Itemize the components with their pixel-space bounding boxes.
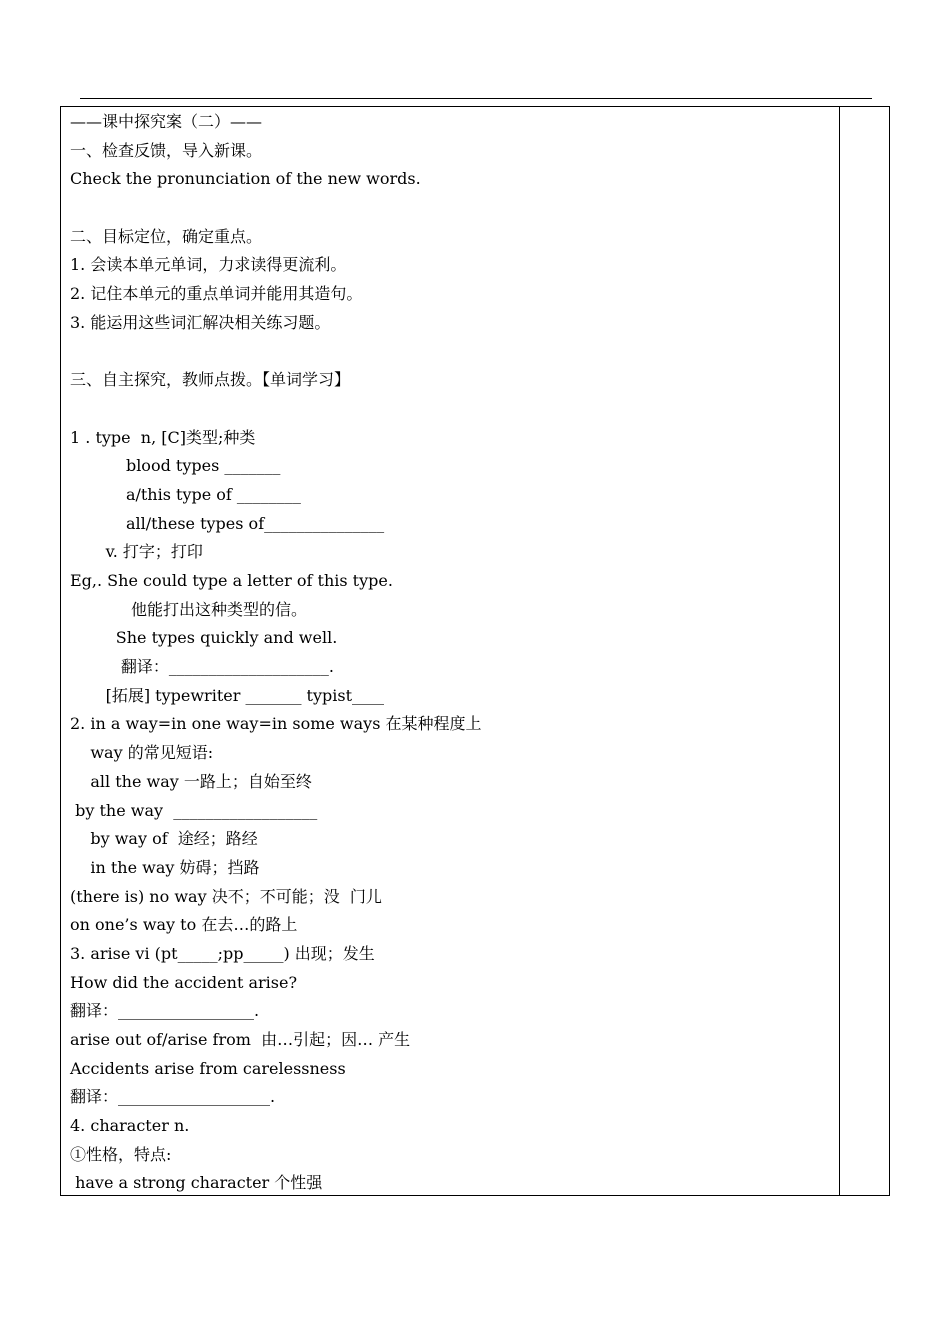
text-line: v. 打字；打印 <box>70 542 203 562</box>
step-heading: 一、检查反馈，导入新课。 <box>70 140 263 160</box>
objective-item: 2. 记住本单元的重点单词并能用其造句。 <box>70 284 363 304</box>
vocab-entry: 2. in a way=in one way=in some ways 在某种程度上 <box>70 714 482 734</box>
objective-item: 3. 能运用这些词汇解决相关练习题。 <box>70 312 331 332</box>
text-line: blood types _______ <box>70 456 281 476</box>
text-line: on one’s way to 在去…的路上 <box>70 915 298 935</box>
spacer-line <box>70 395 835 424</box>
text-line: Accidents arise from carelessness <box>70 1058 346 1078</box>
text-line: in the way 妨碍；挡路 <box>70 857 260 877</box>
vocab-entry: 3. arise vi (pt_____;pp_____) 出现；发生 <box>70 943 375 963</box>
objective-item: 1. 会读本单元单词，力求读得更流利。 <box>70 255 347 275</box>
header-rule <box>80 98 872 99</box>
text-line: 他能打出这种类型的信。 <box>70 599 308 619</box>
text-line: How did the accident arise? <box>70 972 298 992</box>
spacer-line <box>70 194 835 223</box>
text-line: (there is) no way 决不；不可能；没 门儿 <box>70 886 382 906</box>
section-heading: ——课中探究案（二）—— <box>70 112 263 131</box>
text-line: [拓展] typewriter _______ typist____ <box>70 685 385 705</box>
lesson-content <box>70 108 835 1198</box>
step-heading: 三、自主探究，教师点拨。【单词学习】 <box>70 370 351 390</box>
step-heading: 二、目标定位，确定重点。 <box>70 226 263 246</box>
text-line: by the way __________________ <box>70 800 318 820</box>
text-line: ①性格，特点: <box>70 1144 172 1164</box>
text-line: by way of 途经；路经 <box>70 829 258 849</box>
text-line: 翻译：___________________. <box>70 1087 276 1107</box>
notes-column-divider <box>839 106 840 1196</box>
vocab-entry: 4. character n. <box>70 1116 190 1136</box>
text-line: all the way 一路上；自始至终 <box>70 771 312 791</box>
text-line: Eg,. She could type a letter of this type. <box>70 571 393 590</box>
text-line: Check the pronunciation of the new words. <box>70 169 421 189</box>
text-line: all/these types of_______________ <box>70 513 385 533</box>
text-line: a/this type of ________ <box>70 484 301 504</box>
vocab-entry: 1 . type n, [C]类型;种类 <box>70 427 256 447</box>
text-line: arise out of/arise from 由…引起；因… 产生 <box>70 1030 411 1049</box>
text-line: 翻译：____________________. <box>70 657 334 677</box>
text-line: She types quickly and well. <box>70 628 338 648</box>
text-line: have a strong character 个性强 <box>70 1173 323 1193</box>
text-line: 翻译：_________________. <box>70 1001 260 1021</box>
spacer-line <box>70 338 835 367</box>
text-line: way 的常见短语: <box>70 743 214 763</box>
